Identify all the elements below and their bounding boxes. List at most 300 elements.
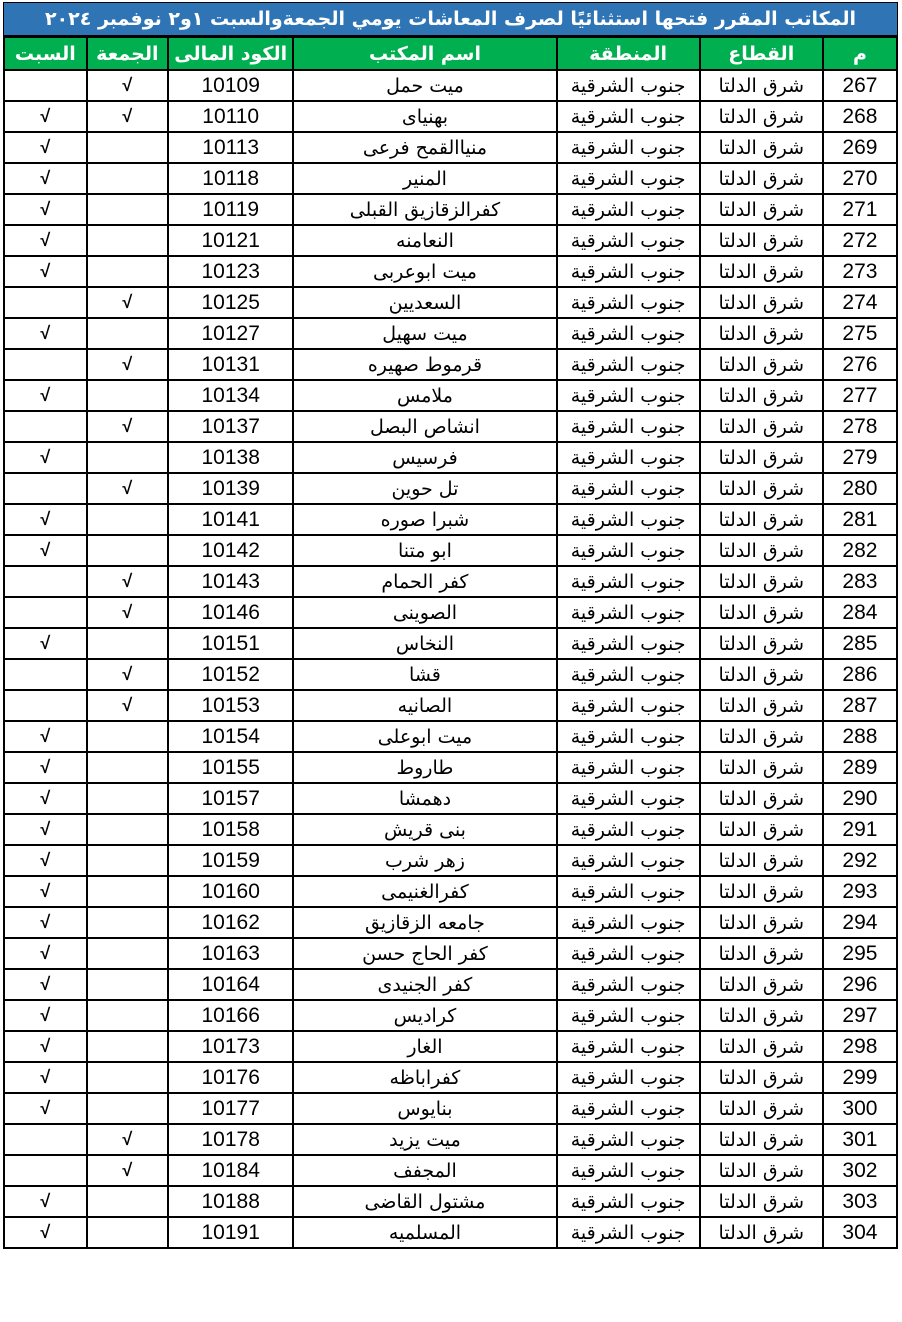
region-cell: جنوب الشرقية: [557, 969, 700, 1000]
sector-cell: شرق الدلتا: [700, 783, 823, 814]
table-row: [4, 814, 897, 845]
financial-code-cell: 10188: [168, 1186, 293, 1217]
friday-mark-cell: [87, 628, 168, 659]
saturday-mark-cell: √: [4, 721, 87, 752]
saturday-mark-cell: [4, 287, 87, 318]
friday-mark-cell: [87, 380, 168, 411]
financial-code-cell: 10160: [168, 876, 293, 907]
financial-code-cell: 10191: [168, 1217, 293, 1248]
table-row: [4, 411, 897, 442]
office-name-cell: بنى قريش: [293, 814, 556, 845]
row-number-cell: 290: [823, 783, 897, 814]
region-cell: جنوب الشرقية: [557, 101, 700, 132]
region-cell: جنوب الشرقية: [557, 907, 700, 938]
region-cell: جنوب الشرقية: [557, 535, 700, 566]
sector-cell: شرق الدلتا: [700, 535, 823, 566]
saturday-mark-cell: [4, 473, 87, 504]
sector-cell: شرق الدلتا: [700, 225, 823, 256]
row-number-cell: 304: [823, 1217, 897, 1248]
col-header-region: المنطقة: [557, 37, 700, 70]
table-row: [4, 969, 897, 1000]
sector-cell: شرق الدلتا: [700, 163, 823, 194]
saturday-mark-cell: √: [4, 1000, 87, 1031]
saturday-mark-cell: √: [4, 1093, 87, 1124]
financial-code-cell: 10155: [168, 752, 293, 783]
row-number-cell: 283: [823, 566, 897, 597]
saturday-mark-cell: √: [4, 907, 87, 938]
financial-code-cell: 10173: [168, 1031, 293, 1062]
table-row: [4, 287, 897, 318]
financial-code-cell: 10123: [168, 256, 293, 287]
financial-code-cell: 10118: [168, 163, 293, 194]
financial-code-cell: 10146: [168, 597, 293, 628]
row-number-cell: 267: [823, 70, 897, 101]
financial-code-cell: 10153: [168, 690, 293, 721]
region-cell: جنوب الشرقية: [557, 597, 700, 628]
saturday-mark-cell: √: [4, 628, 87, 659]
sector-cell: شرق الدلتا: [700, 380, 823, 411]
row-number-cell: 275: [823, 318, 897, 349]
table-row: [4, 783, 897, 814]
financial-code-cell: 10158: [168, 814, 293, 845]
sector-cell: شرق الدلتا: [700, 721, 823, 752]
financial-code-cell: 10134: [168, 380, 293, 411]
table-row: [4, 70, 897, 101]
friday-mark-cell: √: [87, 349, 168, 380]
sector-cell: شرق الدلتا: [700, 690, 823, 721]
office-name-cell: النعامنه: [293, 225, 556, 256]
sector-cell: شرق الدلتا: [700, 566, 823, 597]
financial-code-cell: 10131: [168, 349, 293, 380]
friday-mark-cell: √: [87, 690, 168, 721]
table-row: [4, 1062, 897, 1093]
financial-code-cell: 10127: [168, 318, 293, 349]
friday-mark-cell: [87, 845, 168, 876]
office-name-cell: المنير: [293, 163, 556, 194]
region-cell: جنوب الشرقية: [557, 1062, 700, 1093]
office-name-cell: كراديس: [293, 1000, 556, 1031]
friday-mark-cell: √: [87, 1155, 168, 1186]
financial-code-cell: 10141: [168, 504, 293, 535]
office-name-cell: الصوينى: [293, 597, 556, 628]
row-number-cell: 285: [823, 628, 897, 659]
row-number-cell: 277: [823, 380, 897, 411]
row-number-cell: 297: [823, 1000, 897, 1031]
sector-cell: شرق الدلتا: [700, 1031, 823, 1062]
sector-cell: شرق الدلتا: [700, 969, 823, 1000]
sector-cell: شرق الدلتا: [700, 1062, 823, 1093]
row-number-cell: 270: [823, 163, 897, 194]
financial-code-cell: 10138: [168, 442, 293, 473]
row-number-cell: 295: [823, 938, 897, 969]
financial-code-cell: 10142: [168, 535, 293, 566]
financial-code-cell: 10152: [168, 659, 293, 690]
row-number-cell: 279: [823, 442, 897, 473]
table-row: [4, 194, 897, 225]
office-name-cell: الصانيه: [293, 690, 556, 721]
sector-cell: شرق الدلتا: [700, 1124, 823, 1155]
table-row: [4, 628, 897, 659]
region-cell: جنوب الشرقية: [557, 721, 700, 752]
friday-mark-cell: [87, 907, 168, 938]
saturday-mark-cell: √: [4, 101, 87, 132]
office-name-cell: كفر الحمام: [293, 566, 556, 597]
friday-mark-cell: [87, 876, 168, 907]
saturday-mark-cell: [4, 566, 87, 597]
region-cell: جنوب الشرقية: [557, 70, 700, 101]
financial-code-cell: 10109: [168, 70, 293, 101]
office-name-cell: قشا: [293, 659, 556, 690]
sector-cell: شرق الدلتا: [700, 473, 823, 504]
row-number-cell: 292: [823, 845, 897, 876]
saturday-mark-cell: √: [4, 225, 87, 256]
table-row: [4, 1031, 897, 1062]
col-header-saturday: السبت: [4, 37, 87, 70]
saturday-mark-cell: [4, 597, 87, 628]
region-cell: جنوب الشرقية: [557, 1217, 700, 1248]
saturday-mark-cell: √: [4, 318, 87, 349]
office-name-cell: قرموط صهيره: [293, 349, 556, 380]
region-cell: جنوب الشرقية: [557, 566, 700, 597]
sector-cell: شرق الدلتا: [700, 442, 823, 473]
saturday-mark-cell: √: [4, 752, 87, 783]
table-row: [4, 1124, 897, 1155]
office-name-cell: كفر الجنيدى: [293, 969, 556, 1000]
table-row: [4, 566, 897, 597]
friday-mark-cell: [87, 318, 168, 349]
region-cell: جنوب الشرقية: [557, 1031, 700, 1062]
table-row: [4, 938, 897, 969]
sector-cell: شرق الدلتا: [700, 256, 823, 287]
row-number-cell: 280: [823, 473, 897, 504]
row-number-cell: 293: [823, 876, 897, 907]
friday-mark-cell: [87, 783, 168, 814]
table-row: [4, 132, 897, 163]
office-name-cell: كفر الحاج حسن: [293, 938, 556, 969]
table-row: [4, 318, 897, 349]
office-name-cell: منياالقمح فرعى: [293, 132, 556, 163]
office-name-cell: ميت حمل: [293, 70, 556, 101]
office-name-cell: بهنياى: [293, 101, 556, 132]
office-name-cell: فرسيس: [293, 442, 556, 473]
region-cell: جنوب الشرقية: [557, 814, 700, 845]
region-cell: جنوب الشرقية: [557, 783, 700, 814]
region-cell: جنوب الشرقية: [557, 163, 700, 194]
sheet-title: المكاتب المقرر فتحها استثنائيًا لصرف المعاشات يومي الجمعةوالسبت ١و٢ نوفمبر ٢٠٢٤: [3, 2, 898, 36]
friday-mark-cell: √: [87, 287, 168, 318]
row-number-cell: 284: [823, 597, 897, 628]
region-cell: جنوب الشرقية: [557, 1000, 700, 1031]
friday-mark-cell: [87, 504, 168, 535]
office-name-cell: كفرالغنيمى: [293, 876, 556, 907]
region-cell: جنوب الشرقية: [557, 132, 700, 163]
col-header-office: اسم المكتب: [293, 37, 556, 70]
saturday-mark-cell: [4, 349, 87, 380]
region-cell: جنوب الشرقية: [557, 411, 700, 442]
region-cell: جنوب الشرقية: [557, 473, 700, 504]
region-cell: جنوب الشرقية: [557, 256, 700, 287]
row-number-cell: 278: [823, 411, 897, 442]
sector-cell: شرق الدلتا: [700, 907, 823, 938]
saturday-mark-cell: √: [4, 938, 87, 969]
row-number-cell: 301: [823, 1124, 897, 1155]
sector-cell: شرق الدلتا: [700, 70, 823, 101]
financial-code-cell: 10143: [168, 566, 293, 597]
office-name-cell: ميت ابوعلى: [293, 721, 556, 752]
friday-mark-cell: √: [87, 1124, 168, 1155]
table-row: [4, 1155, 897, 1186]
saturday-mark-cell: √: [4, 1217, 87, 1248]
table-row: [4, 1000, 897, 1031]
financial-code-cell: 10163: [168, 938, 293, 969]
sector-cell: شرق الدلتا: [700, 1186, 823, 1217]
region-cell: جنوب الشرقية: [557, 318, 700, 349]
row-number-cell: 300: [823, 1093, 897, 1124]
table-row: [4, 225, 897, 256]
sector-cell: شرق الدلتا: [700, 504, 823, 535]
region-cell: جنوب الشرقية: [557, 194, 700, 225]
saturday-mark-cell: √: [4, 163, 87, 194]
saturday-mark-cell: √: [4, 969, 87, 1000]
table-row: [4, 535, 897, 566]
office-name-cell: المجفف: [293, 1155, 556, 1186]
offices-sheet: [3, 2, 898, 1249]
saturday-mark-cell: [4, 690, 87, 721]
saturday-mark-cell: [4, 70, 87, 101]
financial-code-cell: 10164: [168, 969, 293, 1000]
row-number-cell: 289: [823, 752, 897, 783]
financial-code-cell: 10125: [168, 287, 293, 318]
financial-code-cell: 10162: [168, 907, 293, 938]
friday-mark-cell: [87, 969, 168, 1000]
office-name-cell: زهر شرب: [293, 845, 556, 876]
saturday-mark-cell: √: [4, 876, 87, 907]
table-row: [4, 504, 897, 535]
saturday-mark-cell: √: [4, 504, 87, 535]
office-name-cell: جامعه الزقازيق: [293, 907, 556, 938]
office-name-cell: النخاس: [293, 628, 556, 659]
region-cell: جنوب الشرقية: [557, 1155, 700, 1186]
saturday-mark-cell: √: [4, 535, 87, 566]
row-number-cell: 269: [823, 132, 897, 163]
region-cell: جنوب الشرقية: [557, 504, 700, 535]
friday-mark-cell: [87, 938, 168, 969]
table-row: [4, 1217, 897, 1248]
row-number-cell: 288: [823, 721, 897, 752]
row-number-cell: 303: [823, 1186, 897, 1217]
friday-mark-cell: [87, 225, 168, 256]
row-number-cell: 294: [823, 907, 897, 938]
region-cell: جنوب الشرقية: [557, 442, 700, 473]
saturday-mark-cell: √: [4, 132, 87, 163]
sector-cell: شرق الدلتا: [700, 628, 823, 659]
financial-code-cell: 10151: [168, 628, 293, 659]
saturday-mark-cell: √: [4, 442, 87, 473]
sector-cell: شرق الدلتا: [700, 1000, 823, 1031]
col-header-friday: الجمعة: [87, 37, 168, 70]
table-row: [4, 659, 897, 690]
saturday-mark-cell: [4, 1155, 87, 1186]
region-cell: جنوب الشرقية: [557, 1186, 700, 1217]
sector-cell: شرق الدلتا: [700, 318, 823, 349]
region-cell: جنوب الشرقية: [557, 876, 700, 907]
friday-mark-cell: √: [87, 473, 168, 504]
friday-mark-cell: [87, 1186, 168, 1217]
sector-cell: شرق الدلتا: [700, 814, 823, 845]
office-name-cell: مشتول القاضى: [293, 1186, 556, 1217]
row-number-cell: 286: [823, 659, 897, 690]
sector-cell: شرق الدلتا: [700, 132, 823, 163]
row-number-cell: 298: [823, 1031, 897, 1062]
friday-mark-cell: √: [87, 659, 168, 690]
financial-code-cell: 10159: [168, 845, 293, 876]
sector-cell: شرق الدلتا: [700, 194, 823, 225]
office-name-cell: بنايوس: [293, 1093, 556, 1124]
saturday-mark-cell: √: [4, 1186, 87, 1217]
financial-code-cell: 10137: [168, 411, 293, 442]
friday-mark-cell: [87, 814, 168, 845]
row-number-cell: 287: [823, 690, 897, 721]
financial-code-cell: 10121: [168, 225, 293, 256]
row-number-cell: 276: [823, 349, 897, 380]
table-row: [4, 101, 897, 132]
table-row: [4, 1093, 897, 1124]
friday-mark-cell: [87, 1000, 168, 1031]
office-name-cell: السعديين: [293, 287, 556, 318]
saturday-mark-cell: √: [4, 380, 87, 411]
table-row: [4, 907, 897, 938]
table-row: [4, 442, 897, 473]
row-number-cell: 271: [823, 194, 897, 225]
office-name-cell: كفراباظه: [293, 1062, 556, 1093]
sector-cell: شرق الدلتا: [700, 349, 823, 380]
table-row: [4, 845, 897, 876]
region-cell: جنوب الشرقية: [557, 752, 700, 783]
row-number-cell: 291: [823, 814, 897, 845]
friday-mark-cell: [87, 132, 168, 163]
region-cell: جنوب الشرقية: [557, 1124, 700, 1155]
table-row: [4, 256, 897, 287]
table-row: [4, 349, 897, 380]
row-number-cell: 273: [823, 256, 897, 287]
office-name-cell: ميت سهيل: [293, 318, 556, 349]
sector-cell: شرق الدلتا: [700, 101, 823, 132]
sector-cell: شرق الدلتا: [700, 597, 823, 628]
friday-mark-cell: [87, 535, 168, 566]
table-row: [4, 1186, 897, 1217]
row-number-cell: 274: [823, 287, 897, 318]
office-name-cell: دهمشا: [293, 783, 556, 814]
row-number-cell: 268: [823, 101, 897, 132]
financial-code-cell: 10113: [168, 132, 293, 163]
financial-code-cell: 10166: [168, 1000, 293, 1031]
saturday-mark-cell: √: [4, 1062, 87, 1093]
region-cell: جنوب الشرقية: [557, 690, 700, 721]
region-cell: جنوب الشرقية: [557, 380, 700, 411]
friday-mark-cell: √: [87, 597, 168, 628]
friday-mark-cell: √: [87, 411, 168, 442]
saturday-mark-cell: √: [4, 845, 87, 876]
office-name-cell: ميت يزيد: [293, 1124, 556, 1155]
saturday-mark-cell: √: [4, 814, 87, 845]
friday-mark-cell: [87, 721, 168, 752]
saturday-mark-cell: √: [4, 256, 87, 287]
sector-cell: شرق الدلتا: [700, 411, 823, 442]
friday-mark-cell: [87, 752, 168, 783]
header-row: [4, 37, 897, 70]
row-number-cell: 299: [823, 1062, 897, 1093]
region-cell: جنوب الشرقية: [557, 349, 700, 380]
row-number-cell: 281: [823, 504, 897, 535]
sector-cell: شرق الدلتا: [700, 752, 823, 783]
table-row: [4, 721, 897, 752]
friday-mark-cell: [87, 256, 168, 287]
sector-cell: شرق الدلتا: [700, 659, 823, 690]
saturday-mark-cell: √: [4, 194, 87, 225]
friday-mark-cell: [87, 442, 168, 473]
table-row: [4, 876, 897, 907]
office-name-cell: طاروط: [293, 752, 556, 783]
financial-code-cell: 10177: [168, 1093, 293, 1124]
friday-mark-cell: [87, 1031, 168, 1062]
saturday-mark-cell: [4, 411, 87, 442]
region-cell: جنوب الشرقية: [557, 628, 700, 659]
sector-cell: شرق الدلتا: [700, 1093, 823, 1124]
friday-mark-cell: √: [87, 70, 168, 101]
office-name-cell: انشاص البصل: [293, 411, 556, 442]
financial-code-cell: 10119: [168, 194, 293, 225]
sector-cell: شرق الدلتا: [700, 1217, 823, 1248]
col-header-sector: القطاع: [700, 37, 823, 70]
region-cell: جنوب الشرقية: [557, 287, 700, 318]
financial-code-cell: 10139: [168, 473, 293, 504]
friday-mark-cell: √: [87, 101, 168, 132]
table-row: [4, 690, 897, 721]
row-number-cell: 282: [823, 535, 897, 566]
row-number-cell: 296: [823, 969, 897, 1000]
office-name-cell: شبرا صوره: [293, 504, 556, 535]
table-row: [4, 163, 897, 194]
saturday-mark-cell: √: [4, 1031, 87, 1062]
sector-cell: شرق الدلتا: [700, 287, 823, 318]
region-cell: جنوب الشرقية: [557, 225, 700, 256]
col-header-code: الكود المالى: [168, 37, 293, 70]
offices-table: [3, 36, 898, 1249]
office-name-cell: ابو متنا: [293, 535, 556, 566]
sector-cell: شرق الدلتا: [700, 1155, 823, 1186]
friday-mark-cell: √: [87, 566, 168, 597]
table-row: [4, 597, 897, 628]
sector-cell: شرق الدلتا: [700, 845, 823, 876]
row-number-cell: 302: [823, 1155, 897, 1186]
saturday-mark-cell: √: [4, 783, 87, 814]
friday-mark-cell: [87, 163, 168, 194]
financial-code-cell: 10110: [168, 101, 293, 132]
financial-code-cell: 10184: [168, 1155, 293, 1186]
office-name-cell: ملامس: [293, 380, 556, 411]
sector-cell: شرق الدلتا: [700, 876, 823, 907]
office-name-cell: ميت ابوعربى: [293, 256, 556, 287]
region-cell: جنوب الشرقية: [557, 1093, 700, 1124]
region-cell: جنوب الشرقية: [557, 659, 700, 690]
sector-cell: شرق الدلتا: [700, 938, 823, 969]
office-name-cell: كفرالزقازيق القبلى: [293, 194, 556, 225]
office-name-cell: المسلميه: [293, 1217, 556, 1248]
financial-code-cell: 10178: [168, 1124, 293, 1155]
region-cell: جنوب الشرقية: [557, 938, 700, 969]
saturday-mark-cell: [4, 1124, 87, 1155]
financial-code-cell: 10176: [168, 1062, 293, 1093]
